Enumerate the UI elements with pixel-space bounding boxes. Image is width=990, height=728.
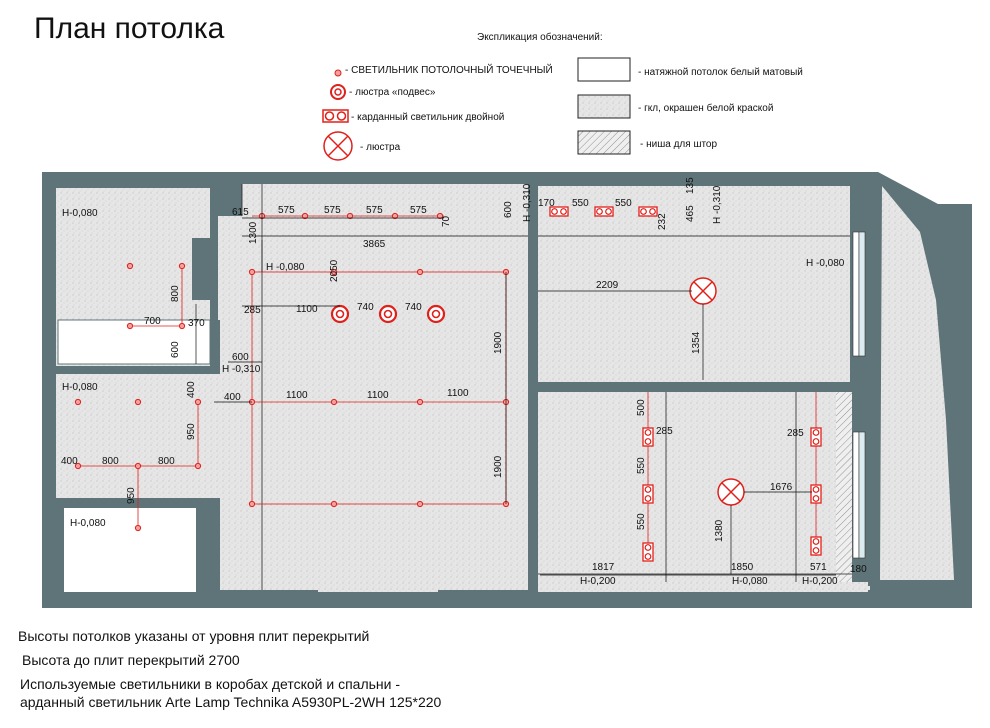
dimension-label: 800 bbox=[158, 456, 175, 467]
dimension-label: 600 bbox=[170, 341, 181, 358]
curtain-niche bbox=[836, 392, 852, 582]
dimension-label: 400 bbox=[186, 381, 197, 398]
height-label: Н -0,310 bbox=[222, 364, 261, 375]
dimension-label: 465 bbox=[685, 205, 696, 222]
dimension-label: 575 bbox=[278, 205, 295, 216]
legend-fill-2: - гкл, окрашен белой краской bbox=[638, 103, 774, 114]
dimension-label: 1676 bbox=[770, 482, 793, 493]
dimension-label: 550 bbox=[636, 457, 647, 474]
spot-light-icon bbox=[417, 269, 422, 274]
dimension-label: 1817 bbox=[592, 562, 615, 573]
dimension-label: 135 bbox=[685, 177, 696, 194]
dimension-label: 1100 bbox=[367, 390, 389, 401]
dimension-label: 285 bbox=[787, 428, 804, 439]
dimension-label: 740 bbox=[357, 302, 374, 313]
spot-light-icon bbox=[127, 323, 132, 328]
dimension-label: 575 bbox=[410, 205, 427, 216]
legend-heading: Экспликация обозначений: bbox=[477, 32, 603, 43]
dimension-label: 950 bbox=[126, 487, 137, 504]
legend-fill-3: - ниша для штор bbox=[640, 139, 718, 150]
dimension-label: 600 bbox=[232, 352, 249, 363]
dimension-label: 2050 bbox=[329, 259, 340, 282]
dimension-label: 1900 bbox=[493, 455, 504, 478]
dimension-label: 1850 bbox=[731, 562, 754, 573]
spot-light-icon bbox=[75, 399, 80, 404]
height-label: Н-0,200 bbox=[580, 576, 616, 587]
gimbal-double-light-icon bbox=[639, 207, 657, 216]
legend-symbol-4: - люстра bbox=[360, 142, 401, 153]
note-line-1: Высоты потолков указаны от уровня плит перекрытий bbox=[18, 628, 370, 644]
dimension-label: 285 bbox=[656, 426, 673, 437]
dimension-label: 3865 bbox=[363, 239, 386, 250]
dimension-label: 1900 bbox=[493, 331, 504, 354]
dimension-label: 550 bbox=[572, 198, 589, 209]
dimension-label: 700 bbox=[144, 316, 161, 327]
gimbal-double-light-icon bbox=[811, 485, 821, 503]
dimension-label: 550 bbox=[615, 198, 632, 209]
pendant-chandelier-icon bbox=[428, 306, 444, 322]
dimension-label: 1100 bbox=[447, 388, 469, 399]
dimension-label: 1100 bbox=[296, 304, 318, 315]
dimension-label: 600 bbox=[503, 201, 514, 218]
chandelier-icon bbox=[690, 278, 716, 304]
dimension-label: 500 bbox=[636, 399, 647, 416]
spot-light-icon bbox=[179, 263, 184, 268]
height-label: Н-0,080 bbox=[70, 518, 106, 529]
spot-light-icon bbox=[331, 501, 336, 506]
height-label: Н-0,080 bbox=[732, 576, 768, 587]
note-line-4: арданный светильник Arte Lamp Technika A5930PL-2WH 125*220 bbox=[20, 694, 442, 710]
gimbal-double-light-icon bbox=[595, 207, 613, 216]
dimension-label: 285 bbox=[244, 305, 261, 316]
spot-light-icon bbox=[195, 463, 200, 468]
dimension-label: 2209 bbox=[596, 280, 619, 291]
spot-light-icon bbox=[417, 501, 422, 506]
pendant-chandelier-icon bbox=[380, 306, 396, 322]
gimbal-double-light-icon bbox=[643, 428, 653, 446]
height-label: Н -0,080 bbox=[806, 258, 845, 269]
chandelier-icon bbox=[324, 132, 352, 160]
height-label: Н -0,310 bbox=[522, 183, 533, 222]
spot-light-icon bbox=[135, 399, 140, 404]
drywall-swatch bbox=[578, 95, 630, 118]
dimension-label: 1100 bbox=[286, 390, 308, 401]
height-label: Н-0,080 bbox=[62, 208, 98, 219]
legend-fills bbox=[578, 58, 803, 154]
gimbal-double-light-icon bbox=[643, 543, 653, 561]
legend-symbols bbox=[323, 63, 553, 160]
note-line-2: Высота до плит перекрытий 2700 bbox=[22, 652, 240, 668]
dimension-label: 170 bbox=[538, 198, 555, 209]
height-label: Н -0,080 bbox=[266, 262, 305, 273]
spot-light-icon bbox=[249, 501, 254, 506]
chandelier-icon bbox=[718, 479, 744, 505]
dimension-label: 180 bbox=[850, 564, 867, 575]
page-title: План потолка bbox=[34, 12, 225, 45]
dimension-label: 575 bbox=[366, 205, 383, 216]
dimension-label: 70 bbox=[441, 215, 452, 227]
spot-light-icon bbox=[249, 269, 254, 274]
dimension-label: 400 bbox=[224, 392, 241, 403]
pendant-chandelier-icon bbox=[332, 306, 348, 322]
dimension-label: 800 bbox=[170, 285, 181, 302]
dimension-label: 950 bbox=[186, 423, 197, 440]
height-label: Н -0,310 bbox=[712, 185, 723, 224]
legend-symbol-1: - СВЕТИЛЬНИК ПОТОЛОЧНЫЙ ТОЧЕЧНЫЙ bbox=[345, 65, 553, 76]
dimension-label: 232 bbox=[657, 213, 668, 230]
gimbal-double-light-icon bbox=[811, 537, 821, 555]
dimension-label: 550 bbox=[636, 513, 647, 530]
dimension-label: 575 bbox=[324, 205, 341, 216]
legend-symbol-2: - люстра «подвес» bbox=[349, 87, 436, 98]
note-line-3: Используемые светильники в коробах детской и спальни - bbox=[20, 676, 401, 692]
spot-light-icon bbox=[331, 399, 336, 404]
dimension-label: 1300 bbox=[248, 221, 259, 244]
dimension-label: 370 bbox=[188, 318, 205, 329]
gimbal-double-light-icon bbox=[643, 485, 653, 503]
gimbal-double-light-icon bbox=[811, 428, 821, 446]
dimension-label: 571 bbox=[810, 562, 827, 573]
height-label: Н-0,080 bbox=[62, 382, 98, 393]
legend-fill-1: - натяжной потолок белый матовый bbox=[638, 67, 803, 78]
dimension-label: 400 bbox=[61, 456, 78, 467]
dimension-label: 1354 bbox=[691, 331, 702, 354]
stretch-ceiling-swatch bbox=[578, 58, 630, 81]
dimension-label: 740 bbox=[405, 302, 422, 313]
spot-light-icon bbox=[335, 70, 341, 76]
spot-light-icon bbox=[135, 525, 140, 530]
height-label: Н-0,200 bbox=[802, 576, 838, 587]
legend-symbol-3: - карданный светильник двойной bbox=[351, 112, 505, 123]
dimension-label: 800 bbox=[102, 456, 119, 467]
dimension-label: 615 bbox=[232, 207, 249, 218]
spot-light-icon bbox=[417, 399, 422, 404]
spot-light-icon bbox=[135, 463, 140, 468]
dimension-label: 1380 bbox=[714, 519, 725, 542]
pendant-chandelier-icon bbox=[331, 85, 345, 99]
spot-light-icon bbox=[179, 323, 184, 328]
spot-light-icon bbox=[127, 263, 132, 268]
gimbal-double-light-icon bbox=[323, 110, 348, 122]
spot-light-icon bbox=[195, 399, 200, 404]
curtain-niche-swatch bbox=[578, 131, 630, 154]
